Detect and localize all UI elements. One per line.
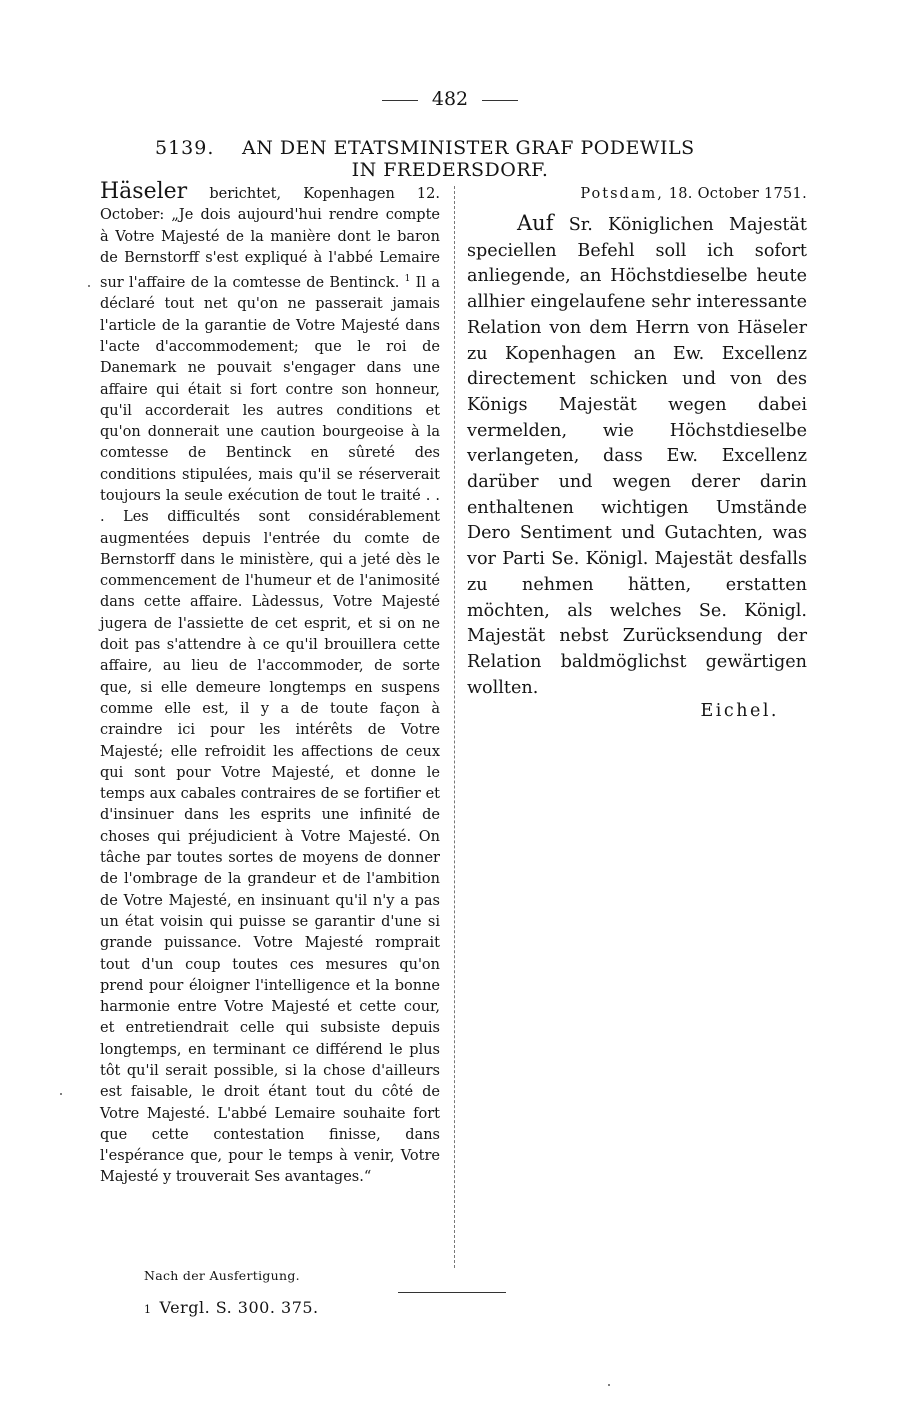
letter-text: Sr. Königlichen Majestät speciellen Befehl soll ich sofort anliegende, an Höchstdieselbe heute allhier eingelaufene sehr interessante Relation von dem Herrn von Häseler zu Kopenhagen an Ew. Excellenz directement schicken und von des Königs Majestät wegen dabei vermelden, wie Höchstdieselbe verlangeten, dass Ew. Excellenz darüber und wegen derer darin enthaltenen wichtigen Umstände Dero Sentiment und Gutachten, was vor Parti Se. Königl. Majestät desfalls zu nehmen hätten, erstatten möchten, als welches Se. Königl. Majestät nebst Zurücksendung der Relation baldmöglichst gewärtigen wollten. bbox=[467, 215, 807, 698]
report-text: berichtet, Kopenhagen 12. October: „Je dois aujourd'hui rendre compte à Votre Majesté de la manière dont le baron de Bernstorff s'est expliqué à l'abbé Lemaire sur l'affaire de la comtesse de Bentinck. bbox=[100, 186, 440, 292]
page-number bbox=[0, 88, 900, 110]
page-number-dash-left bbox=[382, 100, 418, 101]
footnote-reference: 1 bbox=[404, 274, 411, 285]
signature: Eichel. bbox=[700, 701, 779, 722]
report-column bbox=[100, 179, 441, 1189]
dateline bbox=[467, 184, 807, 205]
dateline-place: Potsdam, bbox=[580, 186, 664, 202]
footnote bbox=[144, 1298, 319, 1317]
dateline-date: 18. October 1751. bbox=[663, 186, 807, 202]
heading-title-line1: AN DEN ETATSMINISTER GRAF PODEWILS bbox=[242, 137, 695, 159]
letter-column bbox=[467, 184, 807, 721]
page-number-dash-right bbox=[482, 100, 518, 101]
report-first-word: Häseler bbox=[100, 179, 188, 204]
footnote-rule bbox=[398, 1292, 506, 1293]
letter-number: 5139. bbox=[155, 137, 215, 159]
source-note: Nach der Ausfertigung. bbox=[144, 1268, 300, 1283]
paper-speck bbox=[60, 1093, 62, 1095]
column-divider bbox=[454, 186, 455, 1268]
footnote-text: Vergl. S. 300. 375. bbox=[159, 1298, 319, 1317]
page-number-text: 482 bbox=[431, 88, 469, 110]
letter-first-word: Auf bbox=[517, 211, 554, 235]
report-paragraph bbox=[100, 179, 441, 1189]
paper-speck bbox=[608, 1384, 610, 1386]
footnote-mark: 1 bbox=[144, 1303, 152, 1316]
letter-body bbox=[467, 211, 807, 701]
heading-title-line2: IN FREDERSDORF. bbox=[351, 159, 549, 181]
paper-speck bbox=[88, 285, 90, 287]
report-text-continued: Il a déclaré tout net qu'on ne passerait jamais l'article de la garantie de Votre Majesté dans l'acte d'accommodement; que le roi de Danemark ne pouvait s'engager dans une affaire qui était si fort contre son honneur, qu'il accorderait les autres conditions et qu'on donnerait une caution bourgeoise à la comtesse de Bentinck en sûreté des conditions stipulées, mais qu'il se réserverait toujours la seule exécution de tout le traité . . . Les difficultés sont considérablement augmentées depuis l'entrée du comte de Bernstorff dans le ministère, qui a jeté dès le commencement de l'humeur et de l'animosité dans cette affaire. Làdessus, Votre Majesté jugera de l'assiette de cet esprit, et si on ne doit pas s'attendre à ce qu'il brouillera cette affaire, au lieu de l'accommoder, de sorte que, si elle demeure longtemps en suspens comme elle est, il y a de toute façon à craindre ici pour les intérêts de Votre Majesté; elle refroidit les affections de ceux qui sont pour Votre Majesté, et donne le temps aux cabales contraires de se fortifier et d'insinuer dans les esprits une infinité de choses qui préjudicient à Votre Majesté. On tâche par toutes sortes de moyens de donner de l'ombrage de la grandeur et de l'ambition de Votre Majesté, en insinuant qu'il n'y a pas un état voisin qui puisse se garantir d'une si grande puissance. Votre Majesté romprait tout d'un coup toutes ces mesures qu'on prend pour éloigner l'intelligence et la bonne harmonie entre Votre Majesté et cette cour, et entretiendrait celle qui subsiste depuis longtemps, en terminant ce différend le plus tôt qu'il serait possible, si la chose d'ailleurs est faisable, le droit étant tout du côté de Votre Majesté. L'abbé Lemaire souhaite fort que cette contestation finisse, dans l'espérance que, pour le temps à venir, Votre Majesté y trouverait Ses avantages.“ bbox=[100, 275, 441, 1186]
